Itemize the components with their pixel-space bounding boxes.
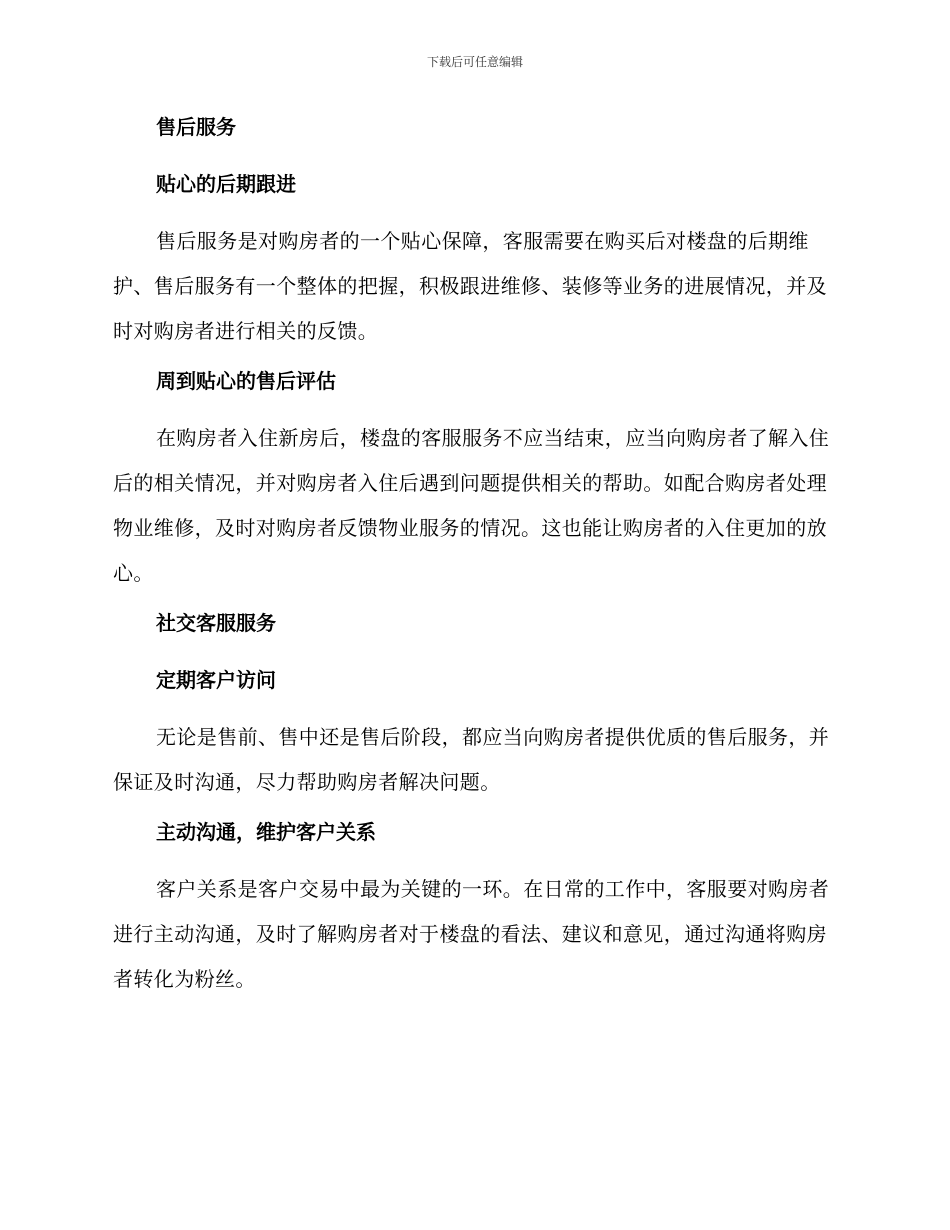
- section-heading-communication: 主动沟通，维护客户关系: [156, 820, 376, 844]
- document-body: [113, 112, 833, 1014]
- section-heading-social-service: 社交客服服务: [156, 611, 276, 635]
- section-heading-after-sales: 售后服务: [156, 115, 236, 139]
- paragraph-regular-visit: 无论是售前、售中还是售后阶段，都应当向购房者提供优质的售后服务，并保证及时沟通，尽力帮助购房者解决问题。: [113, 725, 830, 794]
- section-heading-follow-up: 贴心的后期跟进: [156, 172, 296, 196]
- section-heading-regular-visit: 定期客户访问: [156, 668, 276, 692]
- paragraph-communication: 客户关系是客户交易中最为关键的一环。在日常的工作中，客服要对购房者进行主动沟通，及时了解购房者对于楼盘的看法、建议和意见，通过沟通将购房者转化为粉丝。: [113, 877, 830, 991]
- paragraph-evaluation: 在购房者入住新房后，楼盘的客服服务不应当结束，应当向购房者了解入住后的相关情况，并对购房者入住后遇到问题提供相关的帮助。如配合购房者处理物业维修，及时对购房者反馈物业服务的情况。这也能让购房者的入住更加的放心。: [113, 426, 830, 585]
- paragraph-follow-up: 售后服务是对购房者的一个贴心保障，客服需要在购买后对楼盘的后期维护、售后服务有一个整体的把握，积极跟进维修、装修等业务的进展情况，并及时对购房者进行相关的反馈。: [113, 229, 827, 343]
- page-header: 下载后可任意编辑: [426, 55, 523, 69]
- section-heading-evaluation: 周到贴心的售后评估: [156, 369, 336, 393]
